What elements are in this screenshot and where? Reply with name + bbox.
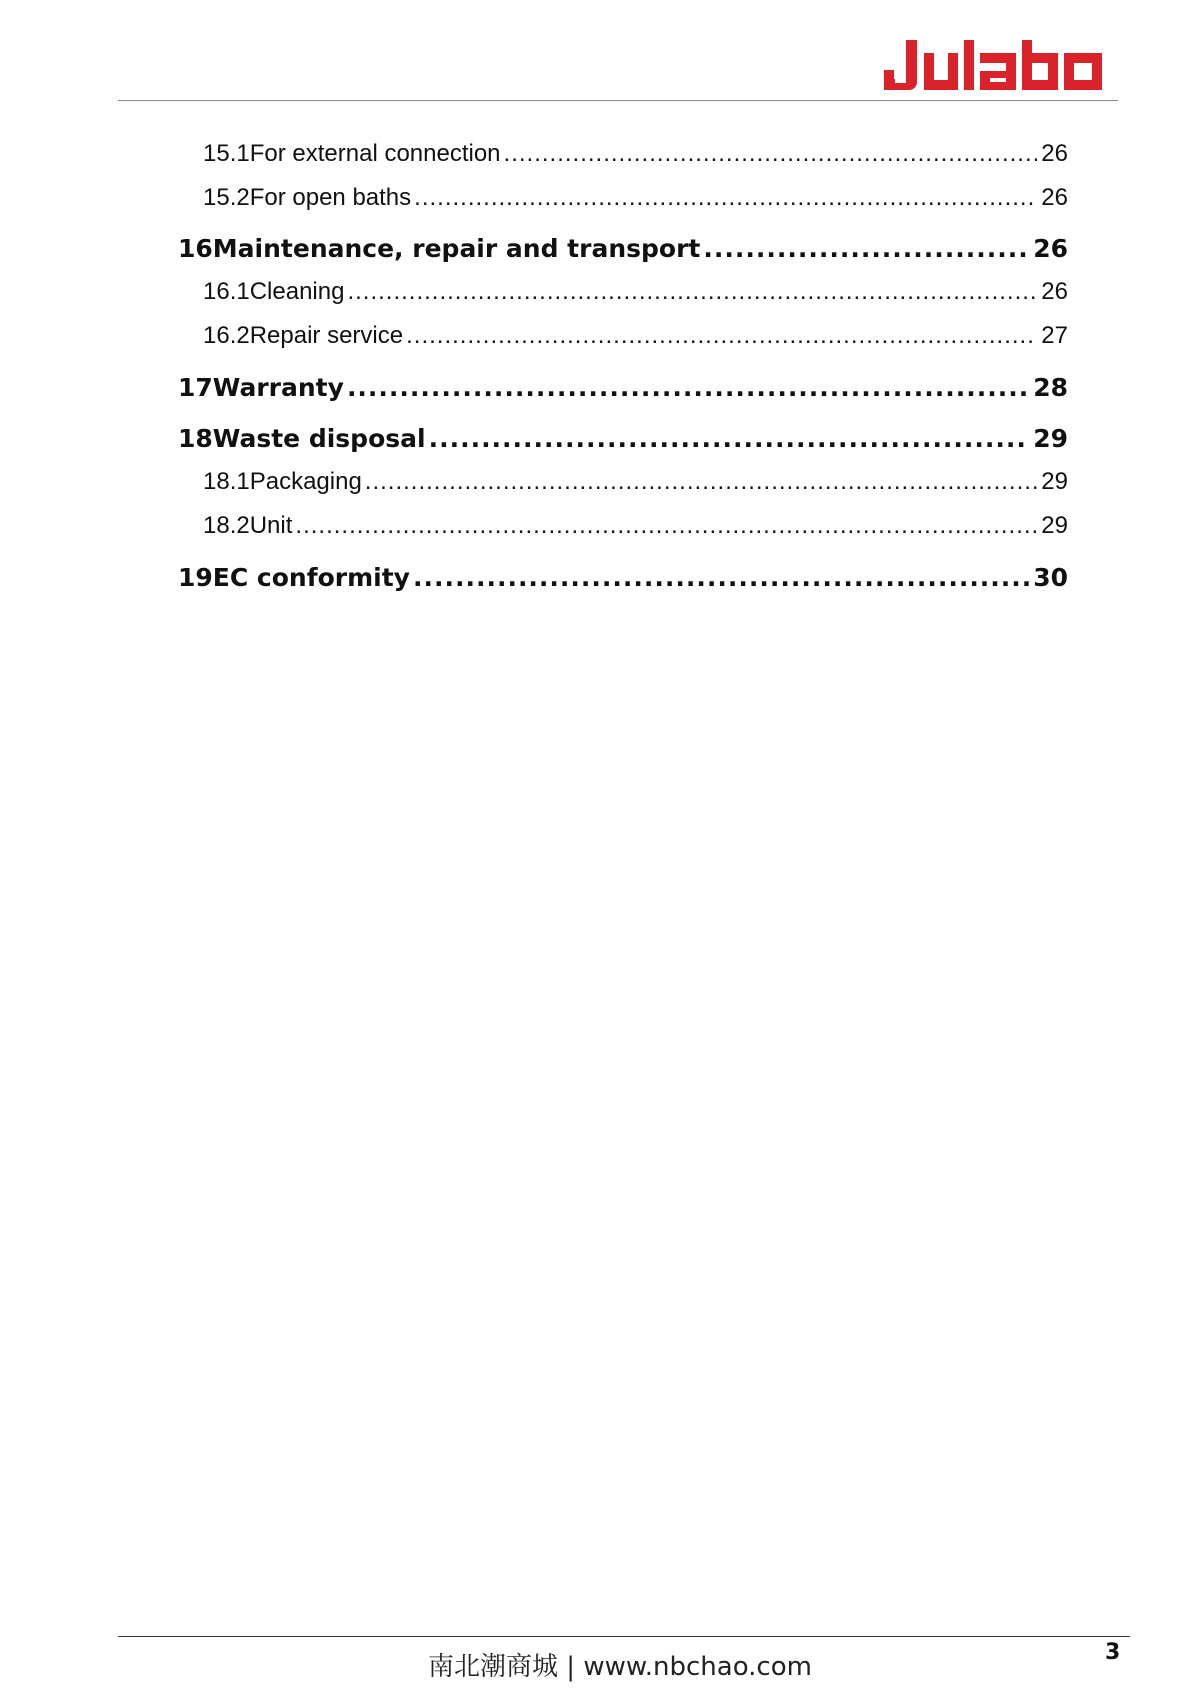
dot-leader xyxy=(504,140,1038,168)
toc-title: Unit xyxy=(249,512,293,539)
toc-number: 18.1 xyxy=(203,468,250,495)
toc-entry-18-2[interactable] xyxy=(178,512,1068,540)
toc-number: 16.1 xyxy=(203,278,250,305)
toc-title: Maintenance, repair and transport xyxy=(212,234,701,263)
toc-page: 29 xyxy=(1041,468,1068,495)
toc-entry-19[interactable] xyxy=(178,563,1068,592)
toc-entry-17[interactable] xyxy=(178,373,1068,402)
dot-leader xyxy=(413,563,1029,592)
toc-number: 17 xyxy=(178,373,213,402)
dot-leader xyxy=(414,184,1037,212)
toc-title: Warranty xyxy=(212,373,344,402)
toc-entry-16[interactable] xyxy=(178,234,1068,263)
toc-page: 28 xyxy=(1033,373,1068,402)
dot-leader xyxy=(703,234,1029,263)
dot-leader xyxy=(365,468,1038,496)
toc-title: Cleaning xyxy=(249,278,345,305)
dot-leader xyxy=(406,322,1037,350)
toc-title: Repair service xyxy=(249,322,404,349)
toc-title: For open baths xyxy=(249,184,412,211)
dot-leader xyxy=(429,424,1030,453)
toc-entry-15-2[interactable] xyxy=(178,184,1068,212)
toc-page: 26 xyxy=(1033,234,1068,263)
page-number: 3 xyxy=(1105,1640,1121,1665)
toc-number: 15.1 xyxy=(203,140,250,167)
toc-number: 16 xyxy=(178,234,213,263)
toc-page: 29 xyxy=(1041,512,1068,539)
toc-number: 19 xyxy=(178,563,213,592)
toc-page: 26 xyxy=(1041,140,1068,167)
toc-entry-18-1[interactable] xyxy=(178,468,1068,496)
toc-page: 29 xyxy=(1033,424,1068,453)
footer-divider xyxy=(118,1636,1130,1637)
toc-page: 30 xyxy=(1033,563,1068,592)
footer-watermark: 南北潮商城 | www.nbchao.com xyxy=(428,1652,812,1682)
dot-leader xyxy=(347,373,1029,402)
toc-entry-18[interactable] xyxy=(178,424,1068,453)
dot-leader xyxy=(347,278,1037,306)
toc-title: For external connection xyxy=(249,140,501,167)
toc-number: 18 xyxy=(178,424,213,453)
toc-page: 26 xyxy=(1041,278,1068,305)
toc-page: 27 xyxy=(1041,322,1068,349)
toc-number: 15.2 xyxy=(203,184,250,211)
toc-page: 26 xyxy=(1041,184,1068,211)
julabo-logo xyxy=(884,40,1116,90)
header-divider xyxy=(118,100,1118,101)
toc-number: 18.2 xyxy=(203,512,250,539)
toc-title: Waste disposal xyxy=(212,424,426,453)
toc-entry-16-1[interactable] xyxy=(178,278,1068,306)
toc-entry-15-1[interactable] xyxy=(178,140,1068,168)
toc-number: 16.2 xyxy=(203,322,250,349)
toc-title: Packaging xyxy=(249,468,362,495)
toc-title: EC conformity xyxy=(212,563,410,592)
toc-entry-16-2[interactable] xyxy=(178,322,1068,350)
dot-leader xyxy=(295,512,1037,540)
